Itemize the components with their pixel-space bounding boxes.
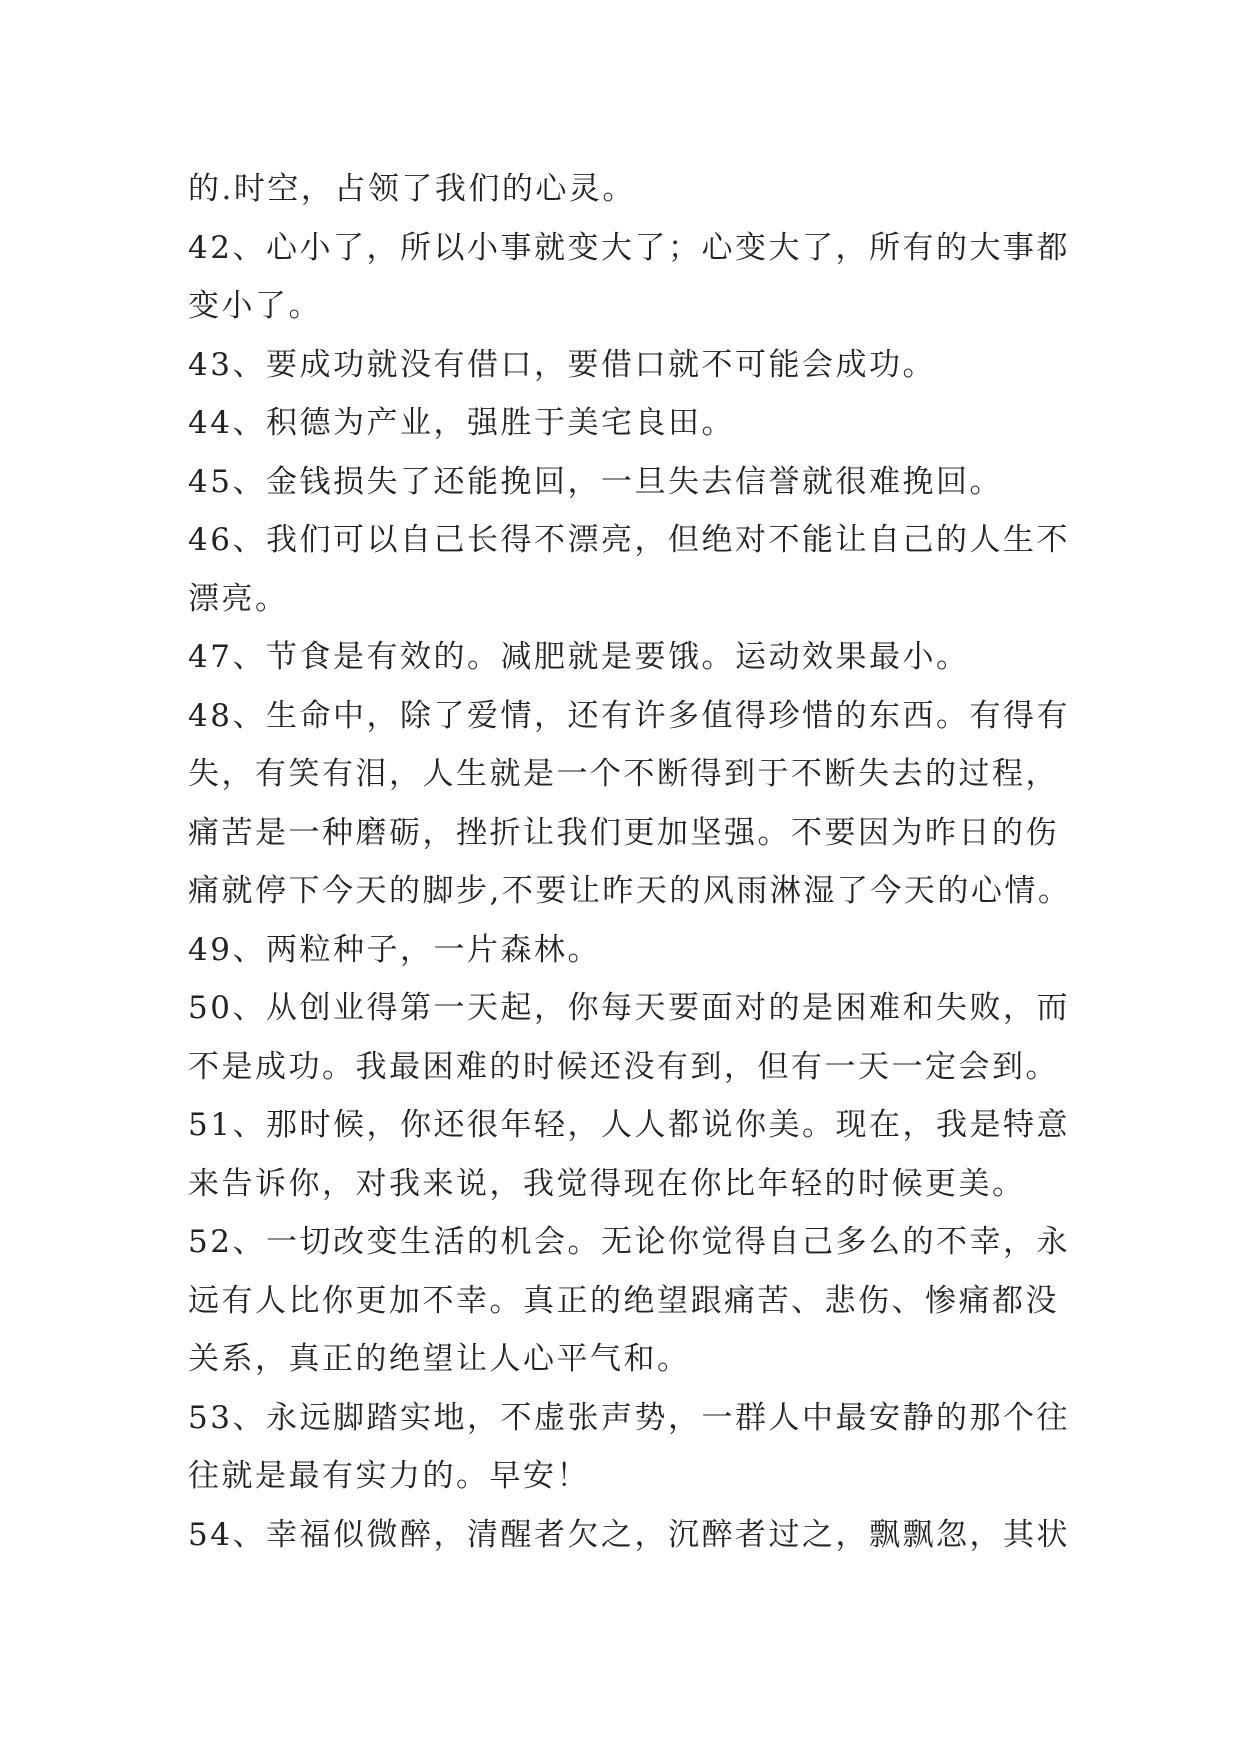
- text-line: 远有人比你更加不幸。真正的绝望跟痛苦、悲伤、惨痛都没: [188, 1282, 1059, 1319]
- text-line: 痛就停下今天的脚步,不要让昨天的风雨淋湿了今天的心情。: [188, 873, 1072, 909]
- text-line: 42、心小了，所以小事就变大了；心变大了，所有的大事都: [188, 229, 1070, 266]
- text-line: 痛苦是一种磨砺，挫折让我们更加坚强。不要因为昨日的伤: [188, 814, 1059, 851]
- text-line: 47、节食是有效的。减肥就是要饿。运动效果最小。: [188, 639, 970, 675]
- text-line: 变小了。: [188, 288, 322, 324]
- text-line: 52、一切改变生活的机会。无论你觉得自己多么的不幸，永: [188, 1224, 1070, 1260]
- text-line: 不是成功。我最困难的时候还没有到，但有一天一定会到。: [188, 1048, 1059, 1085]
- text-line: 50、从创业得第一天起，你每天要面对的是困难和失败，而: [188, 990, 1070, 1026]
- text-line: 46、我们可以自己长得不漂亮，但绝对不能让自己的人生不: [188, 522, 1070, 558]
- text-line: 53、永远脚踏实地，不虚张声势，一群人中最安静的那个往: [188, 1399, 1070, 1436]
- text-line: 关系，真正的绝望让人心平气和。: [188, 1341, 691, 1377]
- text-line: 45、金钱损失了还能挽回，一旦失去信誉就很难挽回。: [188, 463, 1003, 500]
- text-line: 来告诉你，对我来说，我觉得现在你比年轻的时候更美。: [188, 1165, 1026, 1202]
- text-line: 49、两粒种子，一片森林。: [188, 931, 601, 968]
- text-line: 44、积德为产业，强胜于美宅良田。: [188, 405, 735, 441]
- text-line: 失，有笑有泪，人生就是一个不断得到于不断失去的过程，: [188, 756, 1059, 792]
- text-line: 43、要成功就没有借口，要借口就不可能会成功。: [188, 346, 936, 383]
- text-line: 48、生命中，除了爱情，还有许多值得珍惜的东西。有得有: [188, 697, 1070, 734]
- text-line: 51、那时候，你还很年轻，人人都说你美。现在，我是特意: [188, 1107, 1070, 1143]
- text-line: 的.时空，占领了我们的心灵。: [188, 171, 636, 207]
- text-line: 54、幸福似微醉，清醒者欠之，沉醉者过之，飘飘忽，其状: [188, 1516, 1070, 1553]
- text-line: 往就是最有实力的。早安！: [188, 1458, 590, 1494]
- document-body: [188, 160, 1078, 1564]
- text-line: 漂亮。: [188, 580, 289, 617]
